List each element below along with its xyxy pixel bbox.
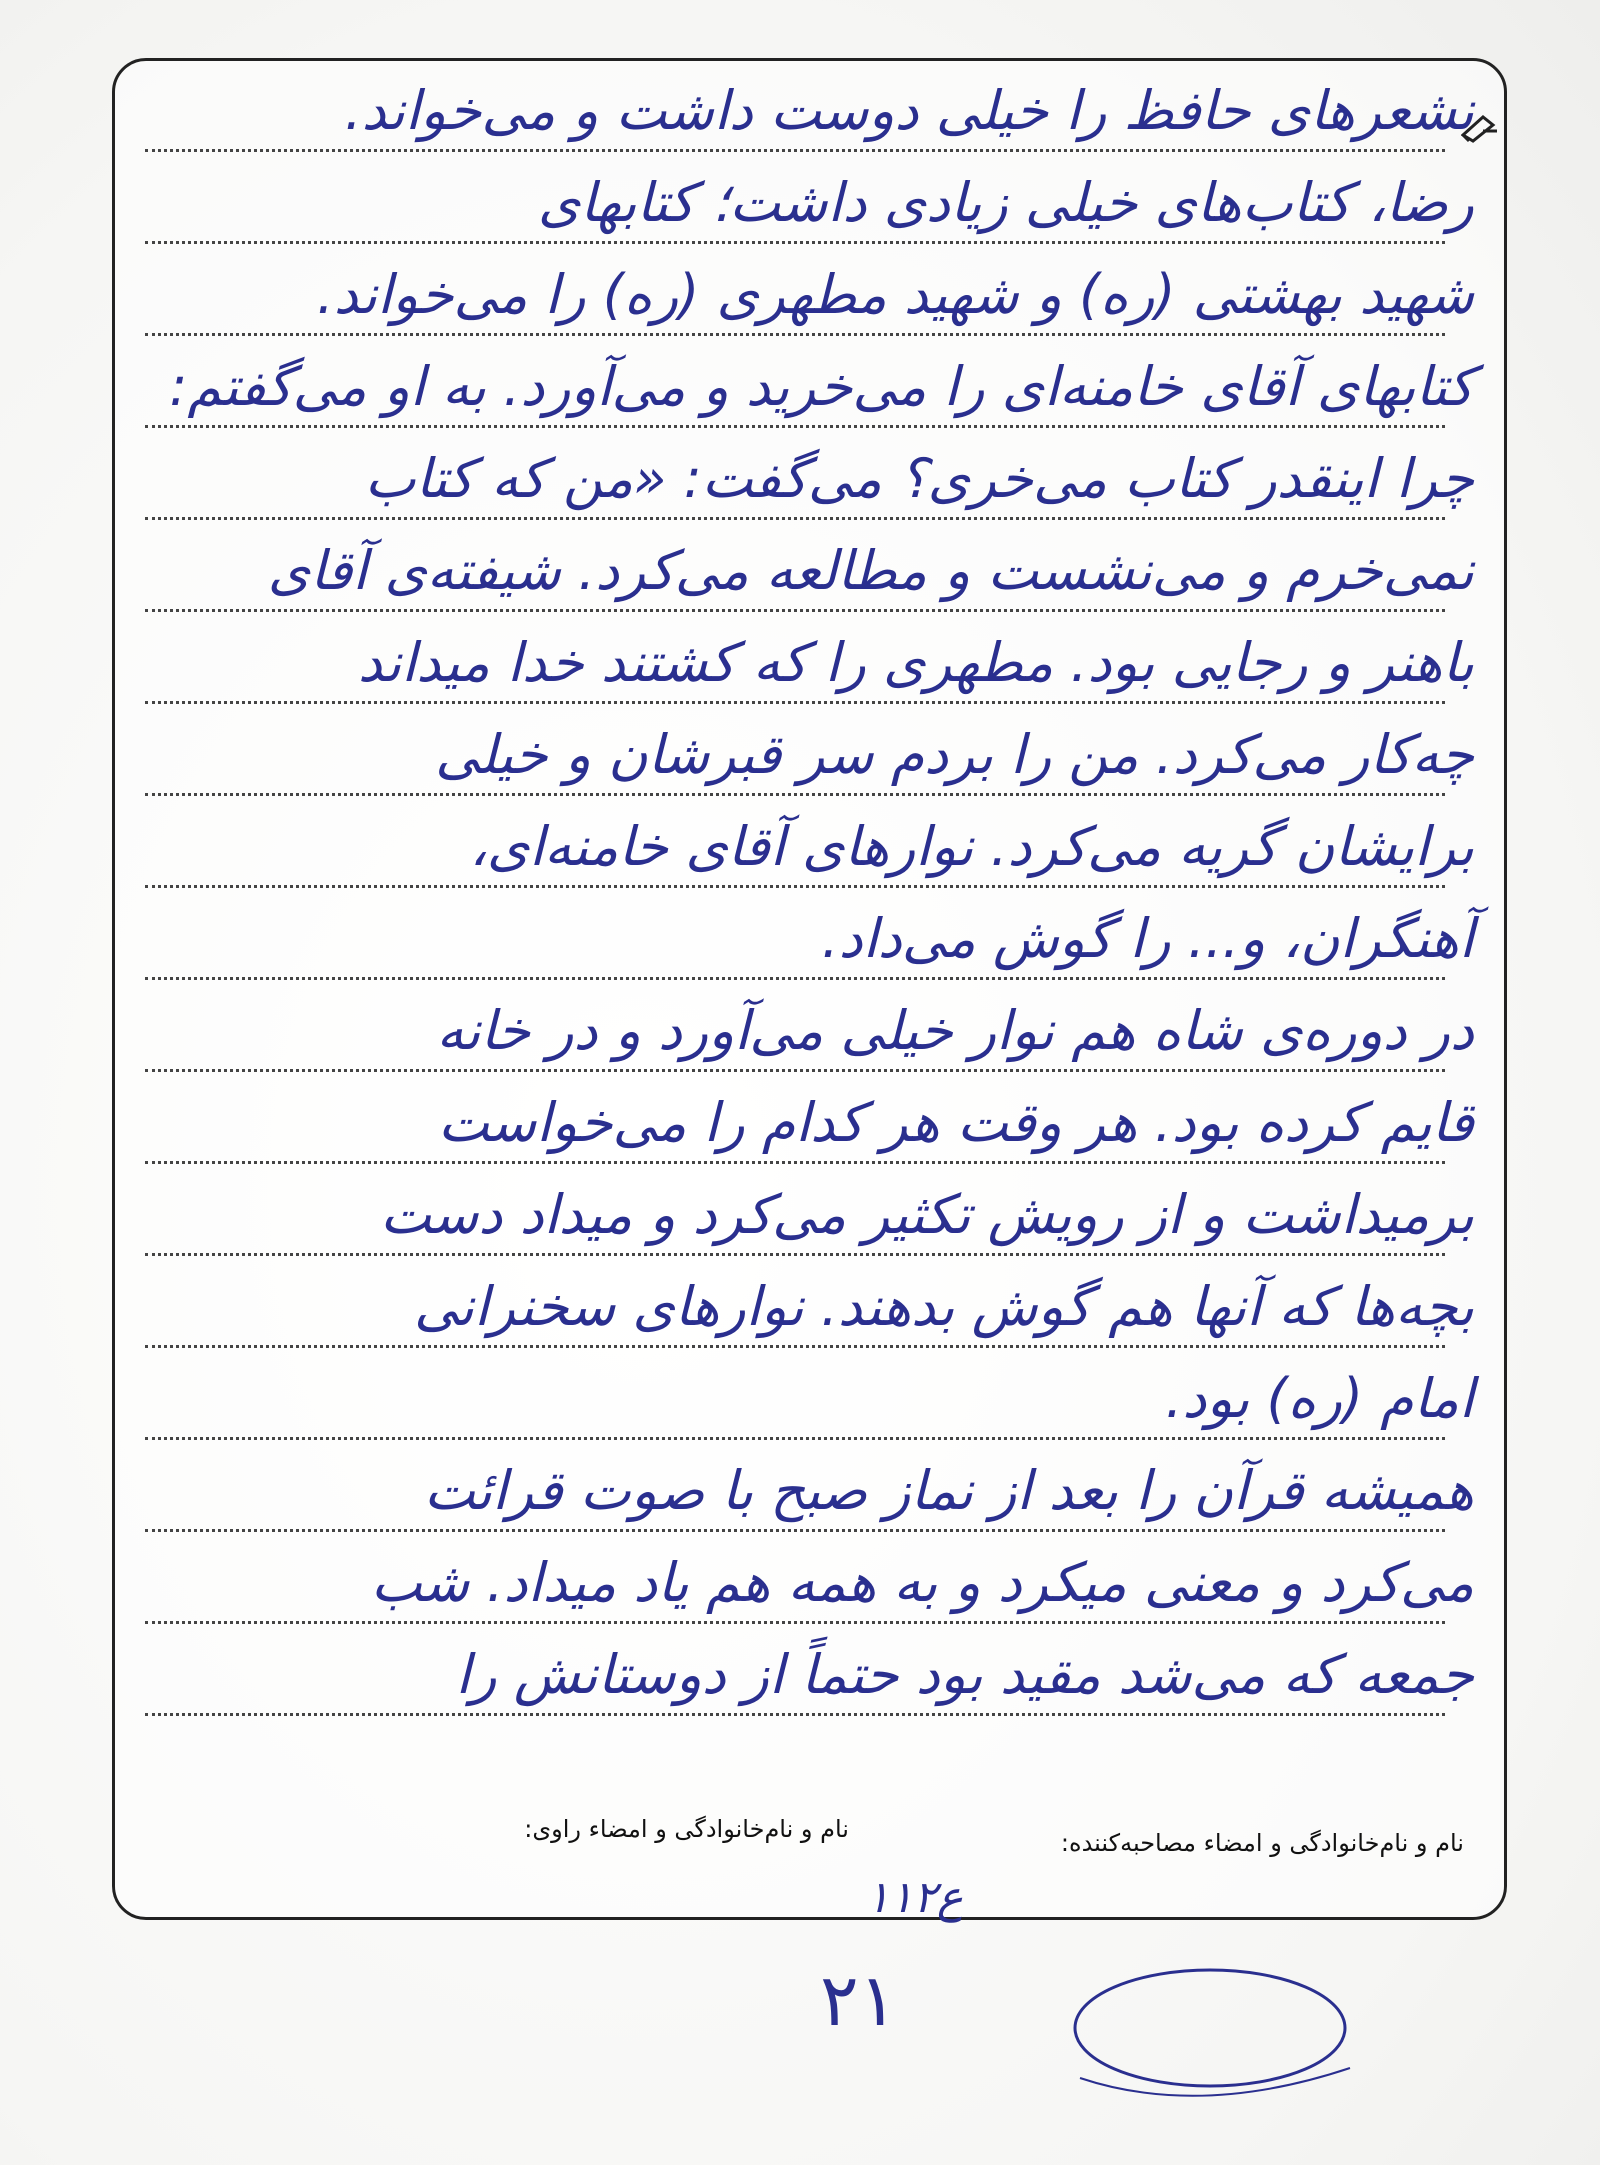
dotted-line	[145, 1161, 1445, 1164]
dotted-line	[145, 885, 1445, 888]
handwritten-line: می‌کرد و معنی میکرد و به همه هم یاد میداد. شب	[370, 1551, 1474, 1614]
handwritten-line: کتابهای آقای خامنه‌ای را می‌خرید و می‌آورد. به او می‌گفتم:	[169, 355, 1474, 418]
interviewer-signature: ۱۱۲ع	[866, 1872, 964, 1923]
handwritten-line: قایم کرده بود. هر وقت هر کدام را می‌خواست	[437, 1091, 1474, 1154]
dotted-line	[145, 1069, 1445, 1072]
handwritten-line: چه‌کار می‌کرد. من را بردم سر قبرشان و خیلی	[435, 723, 1474, 786]
handwritten-line: برایشان گریه می‌کرد. نوارهای آقای خامنه‌ای،	[469, 815, 1474, 878]
handwritten-line: امام (ره) بود.	[1165, 1367, 1474, 1430]
handwritten-line: در دوره‌ی شاه هم نوار خیلی می‌آورد و در خانه	[436, 999, 1474, 1062]
handwritten-line: رضا، کتاب‌های خیلی زیادی داشت؛ کتابهای	[537, 171, 1474, 234]
dotted-line	[145, 149, 1445, 152]
dotted-line	[145, 609, 1445, 612]
dotted-line	[145, 1345, 1445, 1348]
handwritten-line: باهنر و رجایی بود. مطهری را که کشتند خدا میداند	[357, 631, 1474, 694]
page-number: ۲۱	[820, 1958, 898, 2042]
handwritten-line: جمعه که می‌شد مقید بود حتماً از دوستانش را	[455, 1643, 1474, 1706]
dotted-line	[145, 793, 1445, 796]
dotted-line	[145, 1713, 1445, 1716]
handwritten-line: برمیداشت و از رویش تکثیر می‌کرد و میداد دست	[380, 1183, 1474, 1246]
dotted-line	[145, 1437, 1445, 1440]
handwritten-line: شهید بهشتی (ره) و شهید مطهری (ره) را می‌خواند.	[316, 263, 1474, 326]
handwritten-line: چرا اینقدر کتاب می‌خری؟ می‌گفت: «من که کتاب	[364, 447, 1474, 510]
dotted-line	[145, 333, 1445, 336]
dotted-line	[145, 241, 1445, 244]
dotted-line	[145, 977, 1445, 980]
handwritten-line: نمی‌خرم و می‌نشست و مطالعه می‌کرد. شیفته‌ی آقای	[267, 539, 1474, 602]
handwritten-line: بچه‌ها که آنها هم گوش بدهند. نوارهای سخنرانی	[414, 1275, 1474, 1338]
dotted-line	[145, 1529, 1445, 1532]
handwritten-line: آهنگران، و... را گوش می‌داد.	[821, 907, 1474, 970]
dotted-line	[145, 517, 1445, 520]
dotted-line	[145, 425, 1445, 428]
dotted-line	[145, 1621, 1445, 1624]
dotted-line	[145, 1253, 1445, 1256]
handwritten-line: همیشه قرآن را بعد از نماز صبح با صوت قرائت	[424, 1459, 1474, 1522]
interviewer-signature-label: نام و نام‌خانوادگی و امضاء مصاحبه‌کننده:	[1060, 1829, 1464, 1857]
signature-oval	[1060, 1958, 1360, 2118]
narrator-signature-label: نام و نام‌خانوادگی و امضاء راوی:	[524, 1815, 849, 1843]
dotted-line	[145, 701, 1445, 704]
form-frame	[112, 58, 1507, 1920]
handwritten-line: نشعرهای حافظ را خیلی دوست داشت و می‌خواند.	[344, 79, 1474, 142]
